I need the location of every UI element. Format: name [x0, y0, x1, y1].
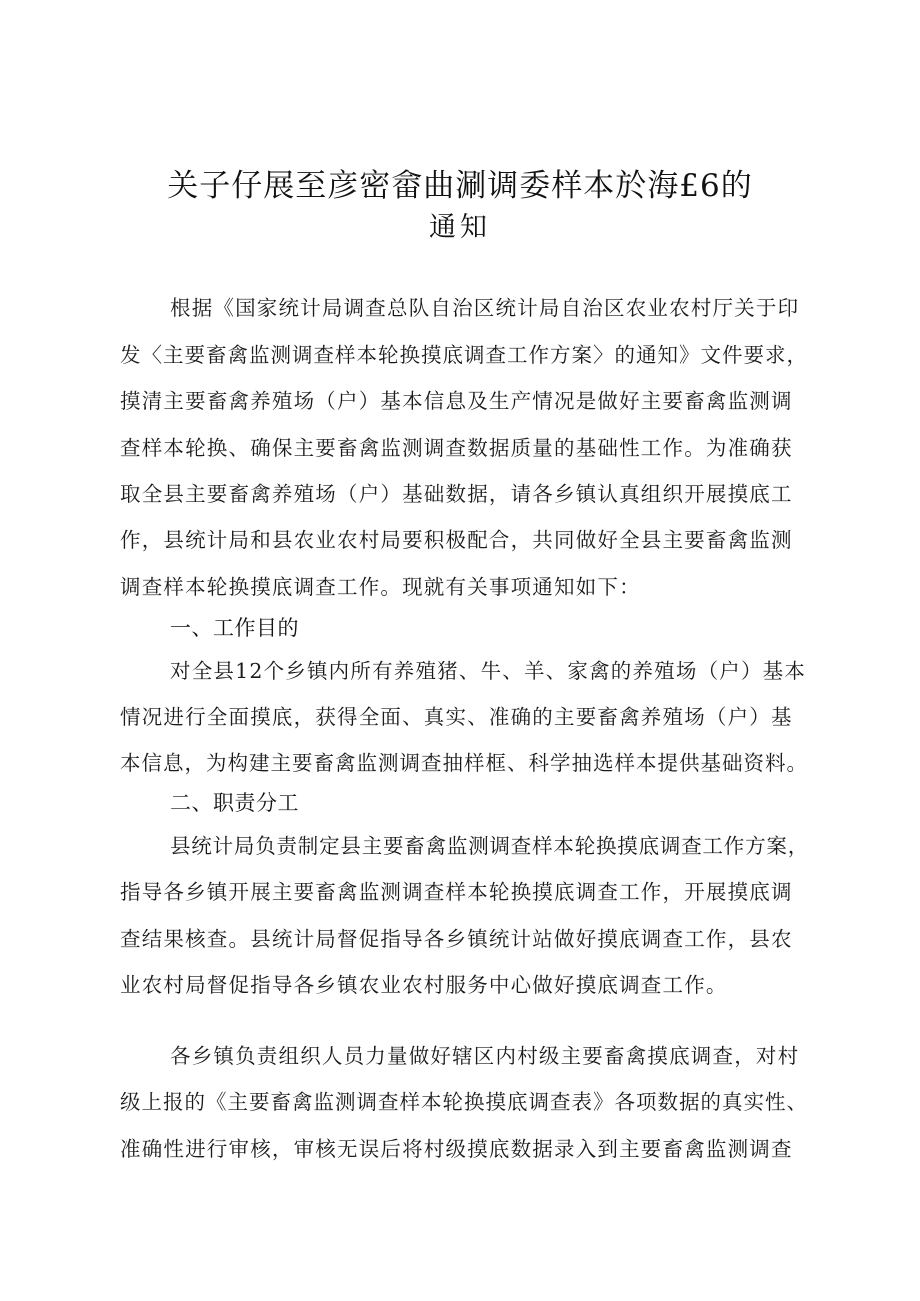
- intro-line: 调查样本轮换摸底调查工作。现就有关事项通知如下：: [120, 575, 641, 599]
- section2-line: 县统计局负责制定县主要畜禽监测调查样本轮换摸底调查工作方案，: [170, 834, 809, 858]
- section2-line: 级上报的《主要畜禽监测调查样本轮换摸底调查表》各项数据的真实性、: [120, 1090, 808, 1114]
- intro-line: 作，县统计局和县农业农村局要积极配合，共同做好全县主要畜禽监测: [120, 528, 793, 552]
- intro-line: 摸清主要畜禽养殖场（户）基本信息及生产情况是做好主要畜禽监测调: [120, 389, 793, 413]
- section2-line: 查结果核查。县统计局督促指导各乡镇统计站做好摸底调查工作，县农: [120, 927, 793, 951]
- document-title-line-2: 通知: [429, 212, 491, 243]
- section1-line: 本信息，为构建主要畜禽监测调查抽样框、科学抽选样本提供基础资料。: [120, 751, 808, 775]
- section2-line: 准确性进行审核，审核无误后将村级摸底数据录入到主要畜禽监测调查: [120, 1137, 793, 1161]
- intro-line: 根据《国家统计局调查总队自治区统计局自治区农业农村厅关于印: [170, 296, 800, 320]
- section2-line: 指导各乡镇开展主要畜禽监测调查样本轮换摸底调查工作，开展摸底调: [120, 880, 793, 904]
- document-title-line-1: 关子仔展至彦密畲曲涮调委样本於海£6的: [167, 168, 753, 204]
- section-heading-duties: 二、职责分工: [170, 791, 299, 815]
- section2-line: 业农村局督促指导各乡镇农业农村服务中心做好摸底调查工作。: [120, 973, 728, 997]
- section1-line: 对全县12个乡镇内所有养殖猪、牛、羊、家禽的养殖场（户）基本: [170, 659, 807, 683]
- section-heading-purpose: 一、工作目的: [170, 616, 299, 640]
- section2-line: 各乡镇负责组织人员力量做好辖区内村级主要畜禽摸底调查，对村: [170, 1044, 800, 1068]
- intro-line: 查样本轮换、确保主要畜禽监测调查数据质量的基础性工作。为准确获: [120, 436, 793, 460]
- section1-line: 情况进行全面摸底，获得全面、真实、准确的主要畜禽养殖场（户）基: [120, 705, 793, 729]
- intro-line: 取全县主要畜禽养殖场（户）基础数据，请各乡镇认真组织开展摸底工: [120, 482, 793, 506]
- intro-line: 发〈主要畜禽监测调查样本轮换摸底调查工作方案〉的通知》文件要求，: [120, 343, 808, 367]
